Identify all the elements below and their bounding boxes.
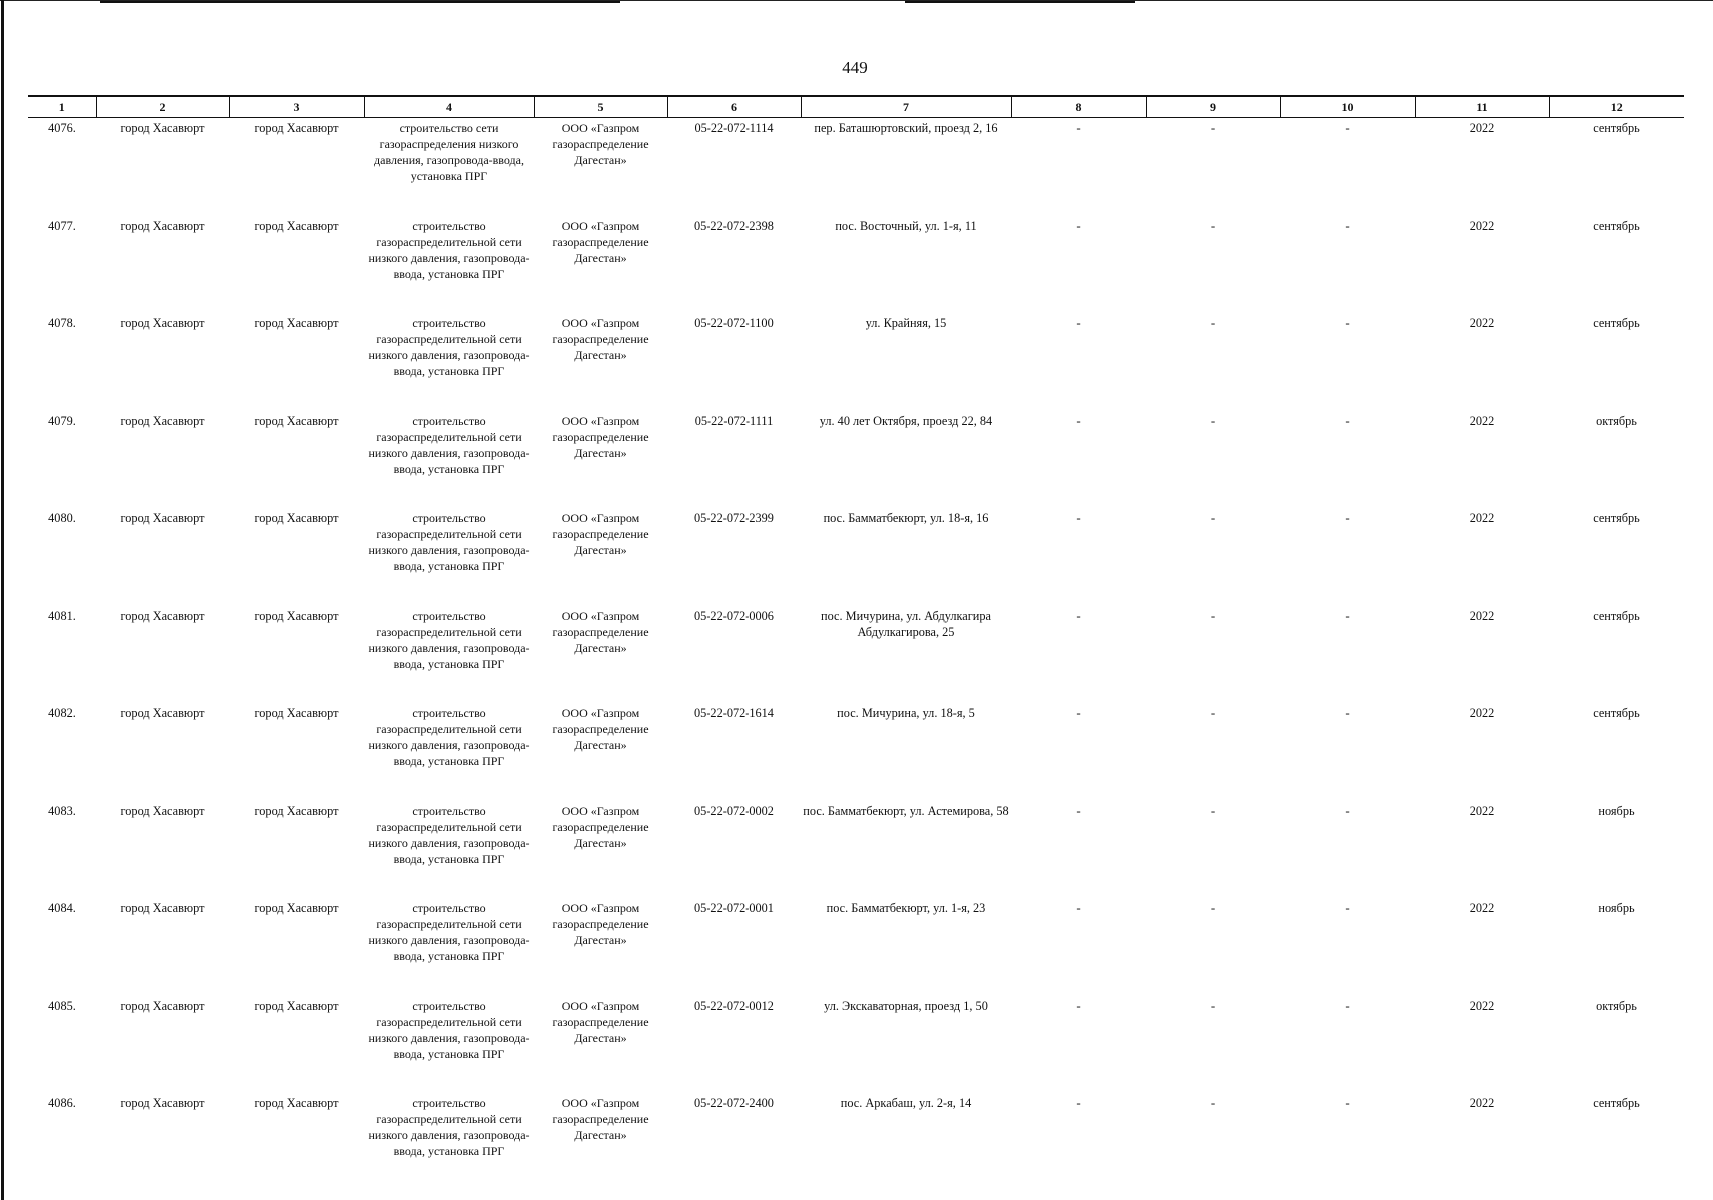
table-row <box>28 411 1684 509</box>
column-10-cell: - <box>1345 607 1350 623</box>
column-header: 7 <box>801 96 1011 118</box>
year-cell: 2022 <box>1469 706 1495 720</box>
column-8-cell: - <box>1076 607 1081 623</box>
column-header: 12 <box>1549 96 1684 118</box>
address-cell: пос. Восточный, ул. 1-я, 11 <box>835 218 977 233</box>
object-code-cell: 05-22-072-2398 <box>694 218 774 233</box>
city-cell: город Хасавюрт <box>254 218 339 233</box>
organization-cell: ООО «Газпром газораспределение Дагестан» <box>552 511 649 557</box>
city-cell: город Хасавюрт <box>254 901 339 915</box>
district-cell: город Хасавюрт <box>120 803 205 818</box>
work-description-cell: строительство газораспределительной сети низкого давления, газопровода-ввода, установка ПРГ <box>368 316 530 378</box>
object-code-cell: 05-22-072-1614 <box>694 706 774 720</box>
city-cell: город Хасавюрт <box>254 1096 339 1110</box>
district-cell: город Хасавюрт <box>120 901 205 915</box>
city-cell: город Хасавюрт <box>254 998 339 1013</box>
address-cell: пос. Бамматбекюрт, ул. 18-я, 16 <box>823 511 989 525</box>
organization-cell: ООО «Газпром газораспределение Дагестан» <box>552 1096 649 1142</box>
city-cell: город Хасавюрт <box>254 121 339 135</box>
column-10-cell: - <box>1345 997 1350 1013</box>
work-description-cell: строительство газораспределительной сети низкого давления, газопровода-ввода, установка ПРГ <box>368 218 530 281</box>
row-number: 4081. <box>48 608 76 623</box>
organization-cell: ООО «Газпром газораспределение Дагестан» <box>552 218 649 265</box>
work-description-cell: строительство газораспределительной сети низкого давления, газопровода-ввода, установка ПРГ <box>368 1096 530 1158</box>
table-row <box>28 216 1684 314</box>
year-cell: 2022 <box>1469 218 1495 233</box>
row-number: 4082. <box>48 706 76 720</box>
month-cell: сентябрь <box>1593 1096 1640 1110</box>
page-frame-left <box>1 0 4 1200</box>
district-cell: город Хасавюрт <box>120 608 205 623</box>
district-cell: город Хасавюрт <box>120 511 205 525</box>
year-cell: 2022 <box>1469 901 1495 915</box>
month-cell: сентябрь <box>1593 706 1640 720</box>
year-cell: 2022 <box>1469 511 1495 525</box>
object-code-cell: 05-22-072-1114 <box>694 121 774 135</box>
object-code-cell: 05-22-072-0012 <box>694 998 774 1013</box>
month-cell: октябрь <box>1596 413 1637 428</box>
address-cell: пос. Бамматбекюрт, ул. 1-я, 23 <box>826 901 986 915</box>
column-header: 4 <box>364 96 534 118</box>
column-header: 3 <box>229 96 364 118</box>
column-9-cell: - <box>1210 802 1216 818</box>
month-cell: октябрь <box>1596 998 1637 1013</box>
row-number: 4077. <box>48 218 76 233</box>
column-9-cell: - <box>1210 217 1216 233</box>
row-number: 4085. <box>48 998 76 1013</box>
object-code-cell: 05-22-072-2400 <box>694 1096 774 1110</box>
city-cell: город Хасавюрт <box>254 706 339 720</box>
table-row <box>28 508 1684 606</box>
row-number: 4086. <box>48 1096 76 1110</box>
address-cell: пер. Баташюртовский, проезд 2, 16 <box>814 121 998 135</box>
column-10-cell: - <box>1345 412 1350 428</box>
district-cell: город Хасавюрт <box>120 218 205 233</box>
work-description-cell: строительство газораспределительной сети низкого давления, газопровода-ввода, установка ПРГ <box>368 998 530 1061</box>
address-cell: ул. Крайняя, 15 <box>865 316 947 330</box>
district-cell: город Хасавюрт <box>120 706 205 720</box>
month-cell: сентябрь <box>1593 218 1640 233</box>
column-9-cell: - <box>1210 1095 1216 1110</box>
city-cell: город Хасавюрт <box>254 413 339 428</box>
column-header: 8 <box>1011 96 1146 118</box>
organization-cell: ООО «Газпром газораспределение Дагестан» <box>552 316 649 362</box>
object-code-cell: 05-22-072-1111 <box>694 413 774 428</box>
column-8-cell: - <box>1076 412 1081 428</box>
district-cell: город Хасавюрт <box>120 121 205 135</box>
table-row <box>28 1093 1684 1191</box>
column-header: 2 <box>96 96 229 118</box>
column-8-cell: - <box>1076 802 1081 818</box>
row-number: 4078. <box>48 316 76 330</box>
column-10-cell: - <box>1345 802 1350 818</box>
column-header: 5 <box>534 96 667 118</box>
object-code-cell: 05-22-072-0006 <box>694 608 774 623</box>
organization-cell: ООО «Газпром газораспределение Дагестан» <box>552 608 649 655</box>
column-10-cell: - <box>1345 510 1350 525</box>
organization-cell: ООО «Газпром газораспределение Дагестан» <box>552 413 649 460</box>
row-number: 4083. <box>48 803 76 818</box>
object-code-cell: 05-22-072-0002 <box>694 803 774 818</box>
month-cell: сентябрь <box>1593 511 1640 525</box>
city-cell: город Хасавюрт <box>254 608 339 623</box>
month-cell: ноябрь <box>1598 803 1635 818</box>
page-frame-top-segment <box>100 1 620 3</box>
table-row <box>28 898 1684 996</box>
row-number: 4080. <box>48 511 76 525</box>
organization-cell: ООО «Газпром газораспределение Дагестан» <box>552 803 649 850</box>
district-cell: город Хасавюрт <box>120 316 205 330</box>
column-9-cell: - <box>1210 412 1216 428</box>
column-9-cell: - <box>1210 315 1216 330</box>
address-cell: ул. Экскаваторная, проезд 1, 50 <box>824 998 988 1013</box>
column-8-cell: - <box>1076 315 1081 330</box>
column-8-cell: - <box>1076 217 1081 233</box>
column-8-cell: - <box>1076 997 1081 1013</box>
column-header: 1 <box>28 96 96 118</box>
table-row <box>28 703 1684 801</box>
district-cell: город Хасавюрт <box>120 998 205 1013</box>
column-9-cell: - <box>1210 997 1216 1013</box>
column-10-cell: - <box>1345 315 1350 330</box>
register-table <box>28 95 1684 1191</box>
table-row <box>28 606 1684 704</box>
year-cell: 2022 <box>1469 608 1495 623</box>
work-description-cell: строительство газораспределительной сети низкого давления, газопровода-ввода, установка ПРГ <box>368 901 530 963</box>
table-body <box>28 118 1684 1191</box>
year-cell: 2022 <box>1469 1096 1495 1110</box>
organization-cell: ООО «Газпром газораспределение Дагестан» <box>552 998 649 1045</box>
column-8-cell: - <box>1076 120 1081 135</box>
city-cell: город Хасавюрт <box>254 316 339 330</box>
column-8-cell: - <box>1076 1095 1081 1110</box>
column-9-cell: - <box>1210 705 1216 720</box>
row-number: 4079. <box>48 413 76 428</box>
column-header: 11 <box>1415 96 1549 118</box>
year-cell: 2022 <box>1469 121 1495 135</box>
column-8-cell: - <box>1076 510 1081 525</box>
table-row <box>28 801 1684 899</box>
work-description-cell: строительство газораспределительной сети низкого давления, газопровода-ввода, установка ПРГ <box>368 608 530 671</box>
work-description-cell: строительство газораспределительной сети низкого давления, газопровода-ввода, установка ПРГ <box>368 803 530 866</box>
column-header: 10 <box>1280 96 1415 118</box>
address-cell: пос. Мичурина, ул. 18-я, 5 <box>837 706 975 720</box>
address-cell: ул. 40 лет Октября, проезд 22, 84 <box>819 413 993 428</box>
month-cell: сентябрь <box>1593 608 1640 623</box>
month-cell: ноябрь <box>1598 901 1635 915</box>
column-9-cell: - <box>1210 607 1216 623</box>
object-code-cell: 05-22-072-0001 <box>694 901 774 915</box>
row-number: 4076. <box>48 121 76 135</box>
table-row <box>28 313 1684 411</box>
column-8-cell: - <box>1076 900 1081 915</box>
organization-cell: ООО «Газпром газораспределение Дагестан» <box>552 706 649 752</box>
table-row <box>28 118 1684 216</box>
column-header: 6 <box>667 96 801 118</box>
column-10-cell: - <box>1345 217 1350 233</box>
column-header: 9 <box>1146 96 1280 118</box>
city-cell: город Хасавюрт <box>254 803 339 818</box>
organization-cell: ООО «Газпром газораспределение Дагестан» <box>552 901 649 947</box>
address-cell: пос. Мичурина, ул. Абдулкагира Абдулкагирова, 25 <box>821 608 991 639</box>
month-cell: сентябрь <box>1593 121 1640 135</box>
month-cell: сентябрь <box>1593 316 1640 330</box>
column-10-cell: - <box>1345 900 1350 915</box>
work-description-cell: строительство газораспределительной сети низкого давления, газопровода-ввода, установка ПРГ <box>368 706 530 768</box>
year-cell: 2022 <box>1469 413 1495 428</box>
column-10-cell: - <box>1345 1095 1350 1110</box>
column-8-cell: - <box>1076 705 1081 720</box>
column-10-cell: - <box>1345 705 1350 720</box>
column-9-cell: - <box>1210 900 1216 915</box>
table-row <box>28 996 1684 1094</box>
year-cell: 2022 <box>1469 998 1495 1013</box>
district-cell: город Хасавюрт <box>120 1096 205 1110</box>
column-9-cell: - <box>1210 510 1216 525</box>
object-code-cell: 05-22-072-2399 <box>694 511 774 525</box>
work-description-cell: строительство газораспределительной сети низкого давления, газопровода-ввода, установка ПРГ <box>368 413 530 476</box>
address-cell: пос. Бамматбекюрт, ул. Астемирова, 58 <box>803 803 1009 818</box>
district-cell: город Хасавюрт <box>120 413 205 428</box>
address-cell: пос. Аркабаш, ул. 2-я, 14 <box>840 1096 972 1110</box>
column-9-cell: - <box>1210 120 1216 135</box>
year-cell: 2022 <box>1469 803 1495 818</box>
page-frame-top-segment <box>905 1 1135 3</box>
object-code-cell: 05-22-072-1100 <box>694 316 774 330</box>
organization-cell: ООО «Газпром газораспределение Дагестан» <box>552 121 649 167</box>
row-number: 4084. <box>48 901 76 915</box>
city-cell: город Хасавюрт <box>254 511 339 525</box>
column-10-cell: - <box>1345 120 1350 135</box>
header-row <box>28 96 1684 118</box>
work-description-cell: строительство сети газораспределения низкого давления, газопровода-ввода, установка ПРГ <box>374 121 524 183</box>
work-description-cell: строительство газораспределительной сети низкого давления, газопровода-ввода, установка ПРГ <box>368 511 530 573</box>
year-cell: 2022 <box>1469 316 1495 330</box>
page-number: 449 <box>842 58 868 77</box>
